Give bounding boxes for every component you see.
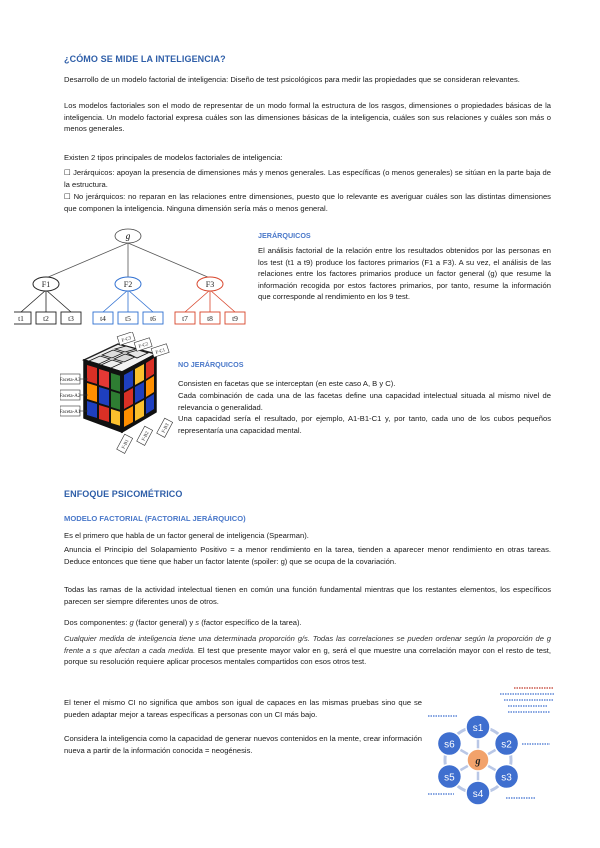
no-jerarquicos-line2: Cada combinación de cada una de las facetas define una capacidad intelectual situada al mismo nivel de relevancia o generalidad. <box>178 391 551 412</box>
checkbox-glyph: ☐ <box>64 192 71 201</box>
factor-node-label: F1 <box>41 280 51 289</box>
facet-c-label: F-C3 <box>121 335 133 344</box>
subsection-modelo-factorial: MODELO FACTORIAL (FACTORIAL JERÁRQUICO) <box>64 514 246 523</box>
factor-to-test-line <box>210 290 235 312</box>
factor-node-label: F3 <box>205 280 215 289</box>
componentes-s: s <box>195 618 200 627</box>
paragraph-neogenesis: Considera la inteligencia como la capacidad de generar nuevos contenidos en la mente, crear información nueva a partir de la información conocida = neogénesis. <box>64 734 422 755</box>
factor-to-test-line <box>128 290 153 312</box>
test-node-label: t7 <box>182 314 188 323</box>
section-title-how-measure: ¿CÓMO SE MIDE LA INTELIGENCIA? <box>64 54 226 64</box>
no-jerarquicos-heading: NO JERÁRQUICOS <box>178 360 244 369</box>
test-node-label: t4 <box>100 314 106 323</box>
facet-c-label: F-C1 <box>155 347 167 356</box>
paragraph-modelos: Los modelos factoriales son el modo de representar de un modo formal la estructura de los rasgos, dimensiones o propiedades básicas de la inteligencia. Un modelo factorial expresa cuáles son las dimensiones básicas de la inteligencia, cuáles son sus relaciones y cuáles son más o menos generales. <box>64 101 551 133</box>
s-node-label: s1 <box>472 723 484 734</box>
test-node-label: t2 <box>43 314 49 323</box>
paragraph-spearman: Es el primero que habla de un factor general de inteligencia (Spearman). <box>64 531 309 540</box>
test-node-label: t6 <box>150 314 156 323</box>
facet-a-label: Faceta-A3 <box>60 378 81 384</box>
g-to-factor-line <box>46 243 128 278</box>
proporcion-italic: Cualquier medida de inteligencia tiene una determinada proporción g/s. Todas las correlaciones se pueden ordenar según la proporción de g frente a s que afectan a cada medida. <box>64 634 551 655</box>
g-node-label: g <box>125 231 131 241</box>
test-node-label: t9 <box>232 314 238 323</box>
factor-to-test-line <box>46 290 71 312</box>
facet-b-label: F-B2 <box>141 430 151 443</box>
paragraph-jerarquicos <box>64 167 551 190</box>
s-node-label: s6 <box>444 739 455 751</box>
test-node-label: t5 <box>125 314 131 323</box>
factor-to-test-line <box>185 290 210 312</box>
g-s-factor-diagram <box>424 684 558 808</box>
s-node-label: s3 <box>501 772 512 784</box>
g-factor-label: g <box>475 756 481 767</box>
test-node-label: t8 <box>207 314 213 323</box>
componentes-g: g <box>129 618 134 627</box>
paragraph-desarrollo: Desarrollo de un modelo factorial de inteligencia: Diseño de test psicológicos para medir las propiedades que se consideran relevantes. <box>64 75 520 84</box>
hierarchical-model-diagram <box>14 226 250 330</box>
componentes-tail: (factor específico de la tarea). <box>199 618 302 627</box>
componentes-lead: Dos componentes: <box>64 618 130 627</box>
section-title-psicometrico: ENFOQUE PSICOMÉTRICO <box>64 489 183 499</box>
no-jerarquicos-def: No jerárquicos: no reparan en las relaciones entre dimensiones, puesto que lo relevante es averiguar cuáles son las distintas dimensiones que componen la inteligencia. Ninguna dimensión sería más o menos general. <box>64 192 551 213</box>
jerarquicos-text: El análisis factorial de la relación entre los resultados obtenidos por las personas en los test (t1 a t9) produce los factores primarios (F1 a F3). A su vez, el análisis de las relaciones entre los factores primarios produce un factor general (g) que resume la información recogida por estos factores primarios, por tanto, resume la información que corresponde al rendimiento en los 9 test. <box>258 246 551 301</box>
facet-b-label: F-B1 <box>121 438 131 451</box>
paragraph-tipos: Existen 2 tipos principales de modelos factoriales de inteligencia: <box>64 153 283 162</box>
jerarquicos-heading: JERÁRQUICOS <box>258 231 311 240</box>
proporcion-normal: El test que presente mayor valor en g, será el que muestre una correlación mayor con el resto de test, porque su resolución requiere aplicar procesos mentales compartidos con esos otros test. <box>64 645 551 666</box>
facet-a-label: Faceta-A2 <box>60 394 81 400</box>
paragraph-ramas: Todas las ramas de la actividad intelectual tienen en común una función fundamental mientras que los restantes elementos, los específicos parecen ser siempre diferentes unos de otros. <box>64 585 551 606</box>
facet-a-label: Faceta-A1 <box>60 410 81 416</box>
checkbox-glyph: ☐ <box>64 168 71 177</box>
facet-cube-illustration <box>60 332 178 468</box>
paragraph-ci: El tener el mismo CI no significa que ambos son igual de capaces en las mismas pruebas sino que se pueden adaptar mejor a tareas específicas a personas con un CI más bajo. <box>64 698 422 719</box>
paragraph-proporcion <box>64 633 551 668</box>
factor-to-test-line <box>103 290 128 312</box>
test-node-label: t3 <box>68 314 74 323</box>
g-to-factor-line <box>128 243 210 278</box>
s-node-label: s5 <box>444 772 455 784</box>
paragraph-solapamiento: Anuncia el Principio del Solapamiento Positivo = a menor rendimiento en la tarea, tienden a aparecer menor rendimiento en otras tareas. Deduce entonces que tiene que haber un factor latente (spoiler: g) que se ocupa de la covariación. <box>64 545 551 566</box>
paragraph-componentes <box>64 617 551 629</box>
componentes-mid: (factor general) y <box>133 618 196 627</box>
facet-b-label: F-B3 <box>161 422 171 435</box>
no-jerarquicos-line1: Consisten en facetas que se interceptan (en este caso A, B y C). <box>178 379 396 388</box>
facet-c-label: F-C2 <box>138 341 150 350</box>
no-jerarquicos-line3: Una capacidad sería el resultado, por ejemplo, A1-B1-C1 y, por tanto, cada uno de los cubos pequeños representaría una capacidad mental. <box>178 414 551 435</box>
factor-node-label: F2 <box>123 280 133 289</box>
jerarquicos-def: Jerárquicos: apoyan la presencia de dimensiones más y menos generales. Las específicas (o menos generales) se sitúan en la parte baja de la estructura. <box>64 168 551 189</box>
s-node-label: s4 <box>472 789 484 800</box>
s-node-label: s2 <box>501 739 512 751</box>
factor-to-test-line <box>21 290 46 312</box>
paragraph-no-jerarquicos <box>64 191 551 214</box>
test-node-label: t1 <box>18 314 24 323</box>
